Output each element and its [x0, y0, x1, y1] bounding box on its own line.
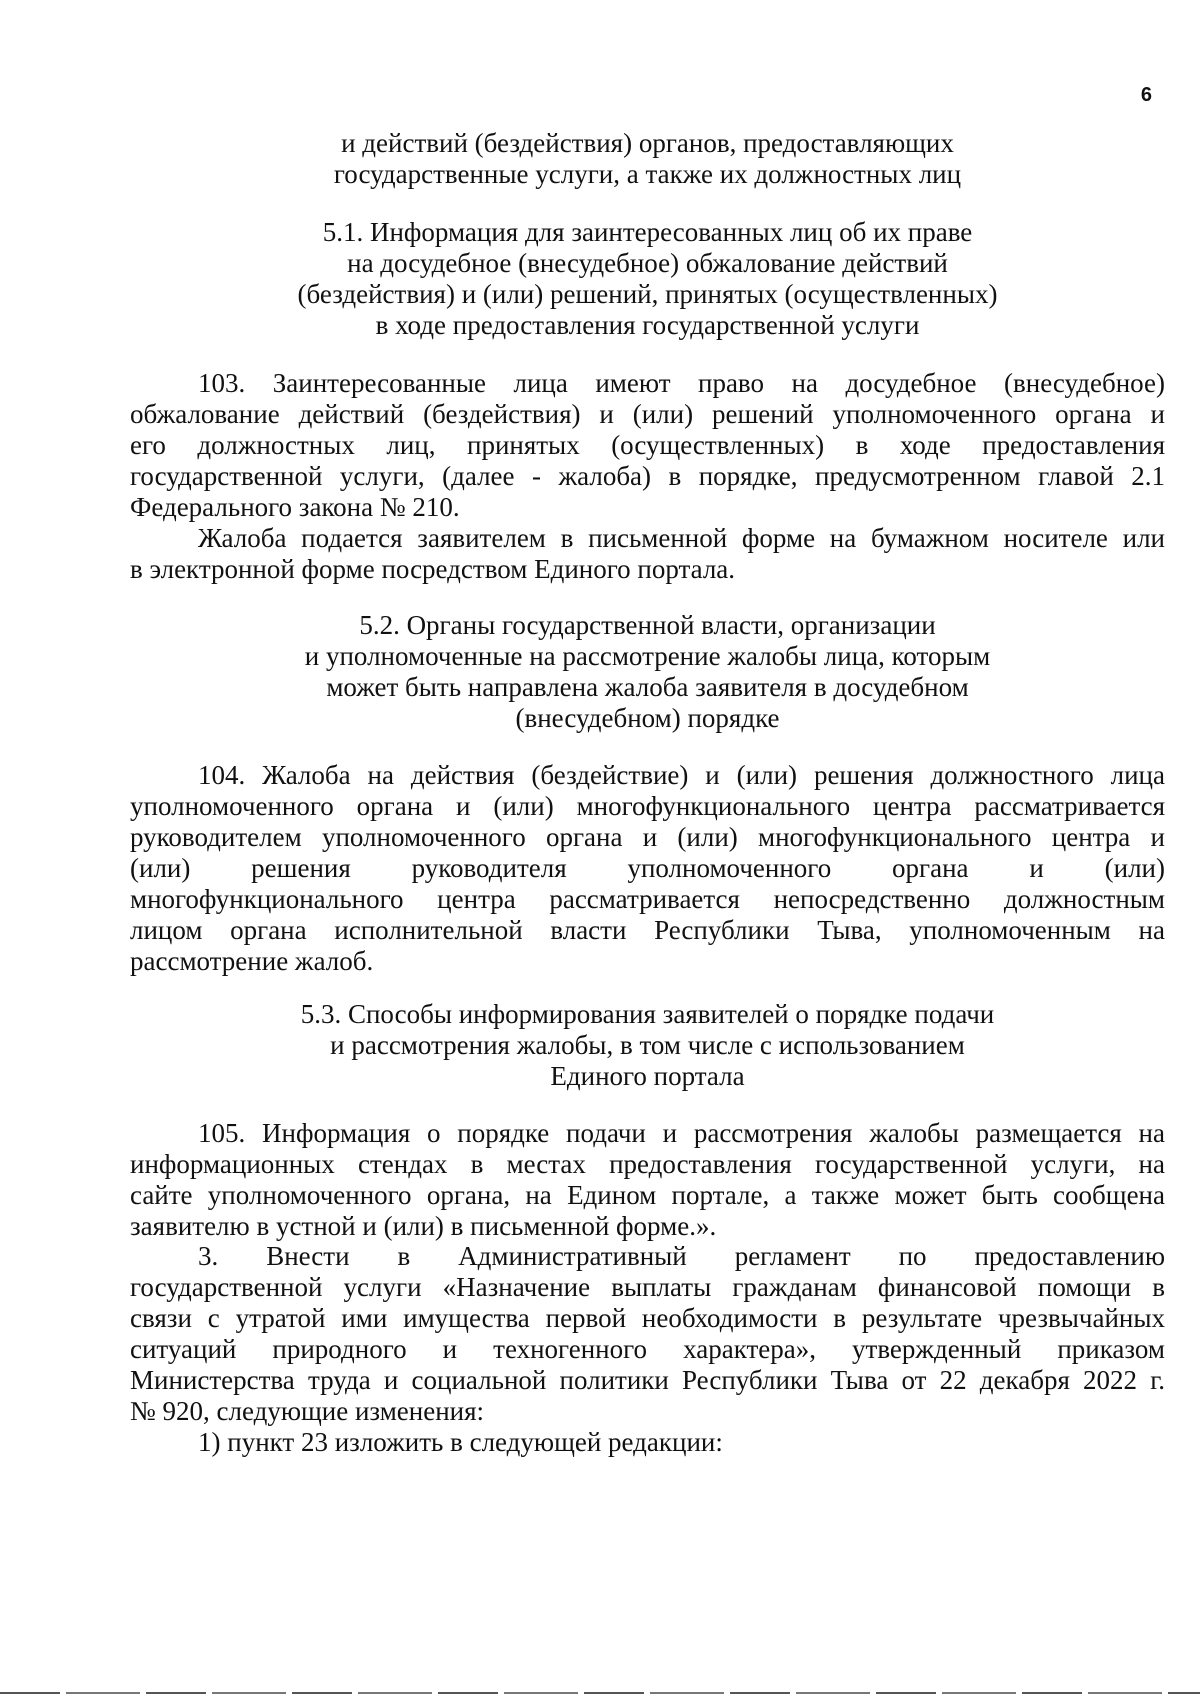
- paragraph-line: связи с утратой ими имущества первой необходимости в результате чрезвычайных: [130, 1303, 1165, 1333]
- paragraph-line: Министерства труда и социальной политики Республики Тыва от 22 декабря 2022 г.: [130, 1365, 1165, 1395]
- paragraph-line: государственной услуги «Назначение выплаты гражданам финансовой помощи в: [130, 1272, 1165, 1302]
- paragraph-line: № 920, следующие изменения:: [130, 1396, 485, 1426]
- paragraph-line: (или) решения руководителя уполномоченного органа и (или): [130, 853, 1165, 883]
- paragraph-line: Жалоба подается заявителем в письменной форме на бумажном носителе или: [198, 523, 1165, 553]
- paragraph-line: сайте уполномоченного органа, на Едином портале, а также может быть сообщена: [130, 1180, 1165, 1210]
- heading-line: на досудебное (внесудебное) обжалование действий: [347, 248, 948, 278]
- paragraph-line: 3. Внести в Административный регламент по предоставлению: [198, 1241, 1165, 1271]
- paragraph-105: [130, 1118, 1165, 1242]
- paragraph-line: ситуаций природного и техногенного характера», утвержденный приказом: [130, 1334, 1165, 1364]
- paragraph-104: [130, 760, 1165, 977]
- paragraph-line: лицом органа исполнительной власти Республики Тыва, уполномоченным на: [130, 915, 1165, 945]
- heading-line: Единого портала: [550, 1061, 745, 1091]
- heading-line: 5.1. Информация для заинтересованных лиц об их праве: [322, 217, 973, 247]
- paragraph-103: [130, 368, 1165, 523]
- paragraph-item-1: [130, 1427, 1165, 1458]
- heading-line: и уполномоченные на рассмотрение жалобы лица, которым: [304, 641, 991, 671]
- heading-line: 5.3. Способы информирования заявителей о порядке подачи: [300, 999, 995, 1029]
- heading-line: может быть направлена жалоба заявителя в досудебном: [326, 672, 969, 702]
- paragraph-line: государственной услуги, (далее - жалоба) в порядке, предусмотренном главой 2.1: [130, 461, 1165, 491]
- paragraph-line: многофункционального центра рассматривается непосредственно должностным: [130, 884, 1165, 914]
- heading-line: и рассмотрения жалобы, в том числе с использованием: [330, 1030, 965, 1060]
- section-heading-5-3: [130, 999, 1165, 1092]
- paragraph-line: Федерального закона № 210.: [130, 492, 460, 522]
- scan-edge-divider: [0, 1692, 1200, 1694]
- heading-line: (бездействия) и (или) решений, принятых (осуществленных): [297, 279, 998, 309]
- paragraph-complaint-form: [130, 523, 1165, 585]
- section-heading-5-2: [130, 610, 1165, 734]
- heading-continuation: [130, 128, 1165, 190]
- heading-line: в ходе предоставления государственной услуги: [375, 310, 920, 340]
- section-heading-5-1: [130, 217, 1165, 341]
- paragraph-line: 1) пункт 23 изложить в следующей редакции:: [198, 1427, 723, 1457]
- page-number: 6: [1140, 84, 1152, 106]
- heading-line: и действий (бездействия) органов, предоставляющих: [341, 128, 954, 158]
- heading-line: государственные услуги, а также их должностных лиц: [333, 159, 962, 189]
- paragraph-line: руководителем уполномоченного органа и (или) многофункционального центра и: [130, 822, 1165, 852]
- paragraph-line: уполномоченного органа и (или) многофункционального центра рассматривается: [130, 791, 1165, 821]
- paragraph-line: обжалование действий (бездействия) и (или) решений уполномоченного органа и: [130, 399, 1165, 429]
- paragraph-line: заявителю в устной и (или) в письменной форме.».: [130, 1211, 717, 1241]
- paragraph-line: 103. Заинтересованные лица имеют право на досудебное (внесудебное): [198, 368, 1165, 398]
- paragraph-line: рассмотрение жалоб.: [130, 946, 374, 976]
- paragraph-line: его должностных лиц, принятых (осуществленных) в ходе предоставления: [130, 430, 1165, 460]
- paragraph-3: [130, 1241, 1165, 1427]
- paragraph-line: 104. Жалоба на действия (бездействие) и (или) решения должностного лица: [198, 760, 1165, 790]
- heading-line: 5.2. Органы государственной власти, организации: [359, 610, 936, 640]
- heading-line: (внесудебном) порядке: [515, 703, 780, 733]
- paragraph-line: информационных стендах в местах предоставления государственной услуги, на: [130, 1149, 1165, 1179]
- paragraph-line: 105. Информация о порядке подачи и рассмотрения жалобы размещается на: [198, 1118, 1165, 1148]
- paragraph-line: в электронной форме посредством Единого портала.: [130, 554, 736, 584]
